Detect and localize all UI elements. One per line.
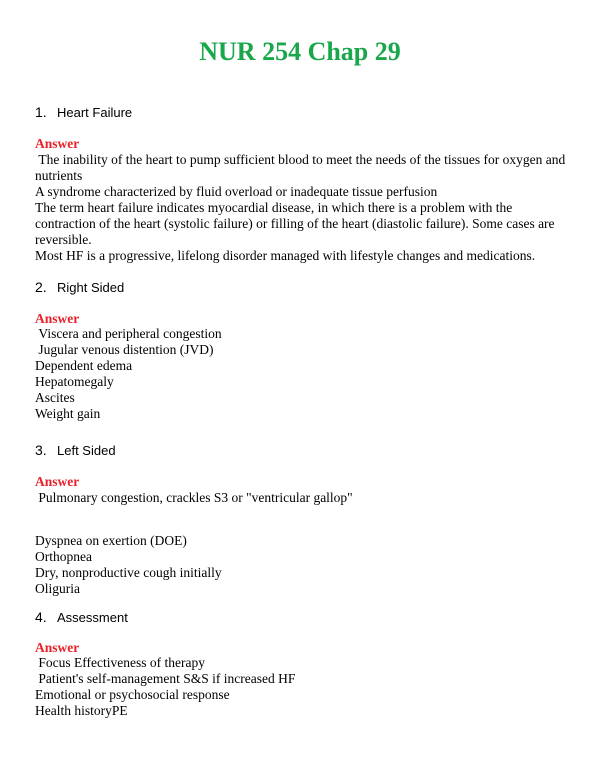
answer-label: Answer: [35, 474, 80, 489]
answer-line: Dependent edema: [35, 358, 133, 373]
answer-line: The term heart failure indicates myocardial disease, in which there is a problem with the contraction of the heart (systolic failure) or filling of the heart (diastolic failure). Some cases are reversible.: [35, 200, 558, 247]
page-title: NUR 254 Chap 29: [199, 37, 401, 66]
answer-block-2: [35, 326, 570, 422]
question-number: 1.: [35, 104, 47, 120]
question-text: Left Sided: [57, 443, 116, 458]
answer-line: A syndrome characterized by fluid overload or inadequate tissue perfusion: [35, 184, 438, 199]
question-2: [35, 278, 124, 297]
answer-line: The inability of the heart to pump sufficient blood to meet the needs of the tissues for oxygen and nutrients: [35, 152, 569, 183]
answer-line: Jugular venous distention (JVD): [35, 342, 214, 357]
question-text: Assessment: [57, 610, 128, 625]
answer-line: Weight gain: [35, 406, 101, 421]
answer-line: Ascites: [35, 390, 75, 405]
answer-label: Answer: [35, 136, 80, 151]
answer-label: Answer: [35, 640, 80, 655]
answer-line: Pulmonary congestion, crackles S3 or "ventricular gallop": [35, 490, 353, 505]
answer-block-3: [35, 490, 570, 597]
answer-line: Dyspnea on exertion (DOE): [35, 533, 187, 548]
question-3: [35, 441, 116, 460]
question-1: [35, 103, 132, 122]
blank-line: [35, 506, 570, 522]
answer-line: Patient's self-management S&S if increased HF: [35, 671, 296, 686]
question-4: [35, 608, 128, 627]
answer-line: Health historyPE: [35, 703, 128, 718]
answer-line: Oliguria: [35, 581, 80, 596]
question-text: Heart Failure: [57, 105, 133, 120]
answer-label: Answer: [35, 311, 80, 326]
answer-line: Orthopnea: [35, 549, 92, 564]
question-number: 3.: [35, 442, 47, 458]
answer-line: Emotional or psychosocial response: [35, 687, 230, 702]
question-number: 2.: [35, 279, 47, 295]
answer-block-4: [35, 655, 570, 719]
answer-line: Focus Effectiveness of therapy: [35, 655, 205, 670]
answer-block-1: [35, 152, 570, 264]
answer-line: Viscera and peripheral congestion: [35, 326, 222, 341]
question-text: Right Sided: [57, 280, 125, 295]
answer-line: Hepatomegaly: [35, 374, 114, 389]
answer-line: Most HF is a progressive, lifelong disorder managed with lifestyle changes and medications.: [35, 248, 536, 263]
question-number: 4.: [35, 609, 47, 625]
answer-line: Dry, nonproductive cough initially: [35, 565, 222, 580]
